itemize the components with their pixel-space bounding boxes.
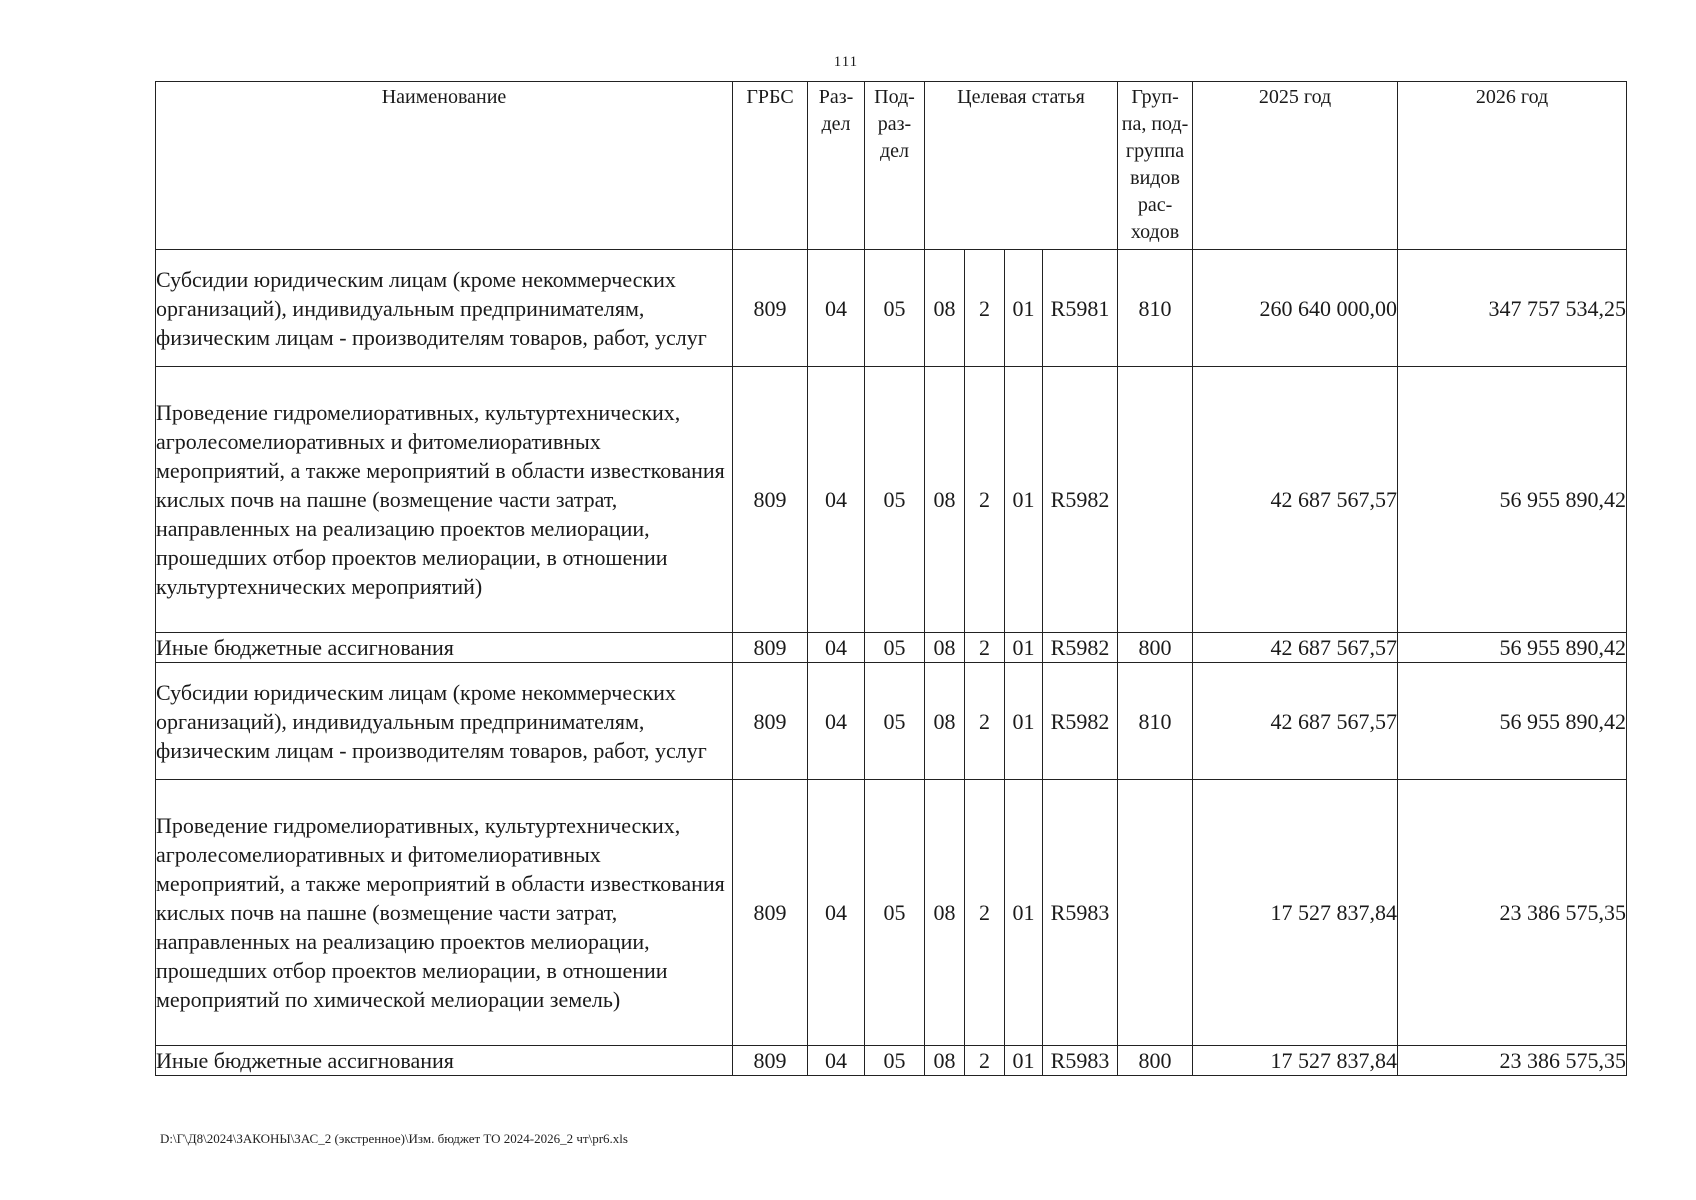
row-2026: 23 386 575,35 [1398,780,1627,1046]
row-group [1118,780,1193,1046]
row-grbs: 809 [733,663,808,780]
row-target-event: 01 [1005,250,1043,367]
row-grbs: 809 [733,780,808,1046]
row-podrazdel: 05 [865,633,925,663]
row-target-program: 08 [925,250,965,367]
page-number: 111 [833,54,859,70]
row-target-type: 2 [965,1046,1005,1076]
row-name: Проведение гидромелиоративных, культуртехнических, агролесомелиоративных и фитомелиоративных мероприятий, а также мероприятий в области известкования кислых почв на пашне (возмещение части затрат, направленных на реализацию проектов мелиорации, прошедших отбор проектов мелиорации, в отношении культуртехнических мероприятий) [156,367,733,633]
header-grbs: ГРБС [733,82,808,250]
footer-file-path: D:\Г\Д8\2024\ЗАКОНЫ\ЗАС_2 (экстренное)\Изм. бюджет ТО 2024-2026_2 чт\pr6.xls [160,1131,628,1146]
row-target-type: 2 [965,367,1005,633]
row-2026: 56 955 890,42 [1398,633,1627,663]
row-razdel: 04 [808,367,865,633]
row-grbs: 809 [733,250,808,367]
row-group: 800 [1118,633,1193,663]
header-razdel: Раз- дел [808,82,865,250]
row-target-program: 08 [925,780,965,1046]
row-target-code: R5981 [1043,250,1118,367]
row-podrazdel: 05 [865,1046,925,1076]
row-name: Иные бюджетные ассигнования [156,633,733,663]
row-target-type: 2 [965,250,1005,367]
row-target-type: 2 [965,663,1005,780]
row-target-event: 01 [1005,633,1043,663]
row-2025: 17 527 837,84 [1193,780,1398,1046]
row-2025: 42 687 567,57 [1193,367,1398,633]
row-target-code: R5982 [1043,663,1118,780]
row-target-event: 01 [1005,367,1043,633]
row-target-program: 08 [925,663,965,780]
table-row [156,780,1627,1046]
row-group: 800 [1118,1046,1193,1076]
row-name: Субсидии юридическим лицам (кроме некоммерческих организаций), индивидуальным предпринимателям, физическим лицам - производителям товаров, работ, услуг [156,663,733,780]
table-row [156,1046,1627,1076]
row-podrazdel: 05 [865,250,925,367]
row-target-type: 2 [965,633,1005,663]
row-razdel: 04 [808,780,865,1046]
row-group: 810 [1118,250,1193,367]
row-podrazdel: 05 [865,663,925,780]
row-razdel: 04 [808,1046,865,1076]
table-row [156,250,1627,367]
row-target-event: 01 [1005,663,1043,780]
row-2026: 23 386 575,35 [1398,1046,1627,1076]
row-name: Проведение гидромелиоративных, культуртехнических, агролесомелиоративных и фитомелиоративных мероприятий, а также мероприятий в области известкования кислых почв на пашне (возмещение части затрат, направленных на реализацию проектов мелиорации, прошедших отбор проектов мелиорации, в отношении мероприятий по химической мелиорации земель) [156,780,733,1046]
row-2025: 42 687 567,57 [1193,633,1398,663]
row-2025: 260 640 000,00 [1193,250,1398,367]
row-target-event: 01 [1005,1046,1043,1076]
table-row [156,367,1627,633]
row-name: Иные бюджетные ассигнования [156,1046,733,1076]
row-2026: 347 757 534,25 [1398,250,1627,367]
row-2025: 42 687 567,57 [1193,663,1398,780]
row-target-program: 08 [925,633,965,663]
header-2025: 2025 год [1193,82,1398,250]
budget-table [155,81,1627,1076]
row-target-code: R5983 [1043,780,1118,1046]
row-target-program: 08 [925,367,965,633]
row-razdel: 04 [808,663,865,780]
row-razdel: 04 [808,250,865,367]
table-row [156,633,1627,663]
row-grbs: 809 [733,633,808,663]
row-target-code: R5982 [1043,633,1118,663]
row-2026: 56 955 890,42 [1398,367,1627,633]
row-grbs: 809 [733,367,808,633]
row-target-code: R5983 [1043,1046,1118,1076]
row-target-program: 08 [925,1046,965,1076]
table-row [156,663,1627,780]
row-name: Субсидии юридическим лицам (кроме некоммерческих организаций), индивидуальным предпринимателям, физическим лицам - производителям товаров, работ, услуг [156,250,733,367]
row-group [1118,367,1193,633]
row-target-type: 2 [965,780,1005,1046]
row-grbs: 809 [733,1046,808,1076]
row-group: 810 [1118,663,1193,780]
row-podrazdel: 05 [865,367,925,633]
header-group: Груп- па, под- группа видов рас- ходов [1118,82,1193,250]
row-2026: 56 955 890,42 [1398,663,1627,780]
row-target-event: 01 [1005,780,1043,1046]
row-podrazdel: 05 [865,780,925,1046]
header-podrazdel: Под- раз- дел [865,82,925,250]
row-2025: 17 527 837,84 [1193,1046,1398,1076]
header-target: Целевая статья [925,82,1118,250]
header-name: Наименование [156,82,733,250]
row-razdel: 04 [808,633,865,663]
table-header-row [156,82,1627,250]
row-target-code: R5982 [1043,367,1118,633]
header-2026: 2026 год [1398,82,1627,250]
